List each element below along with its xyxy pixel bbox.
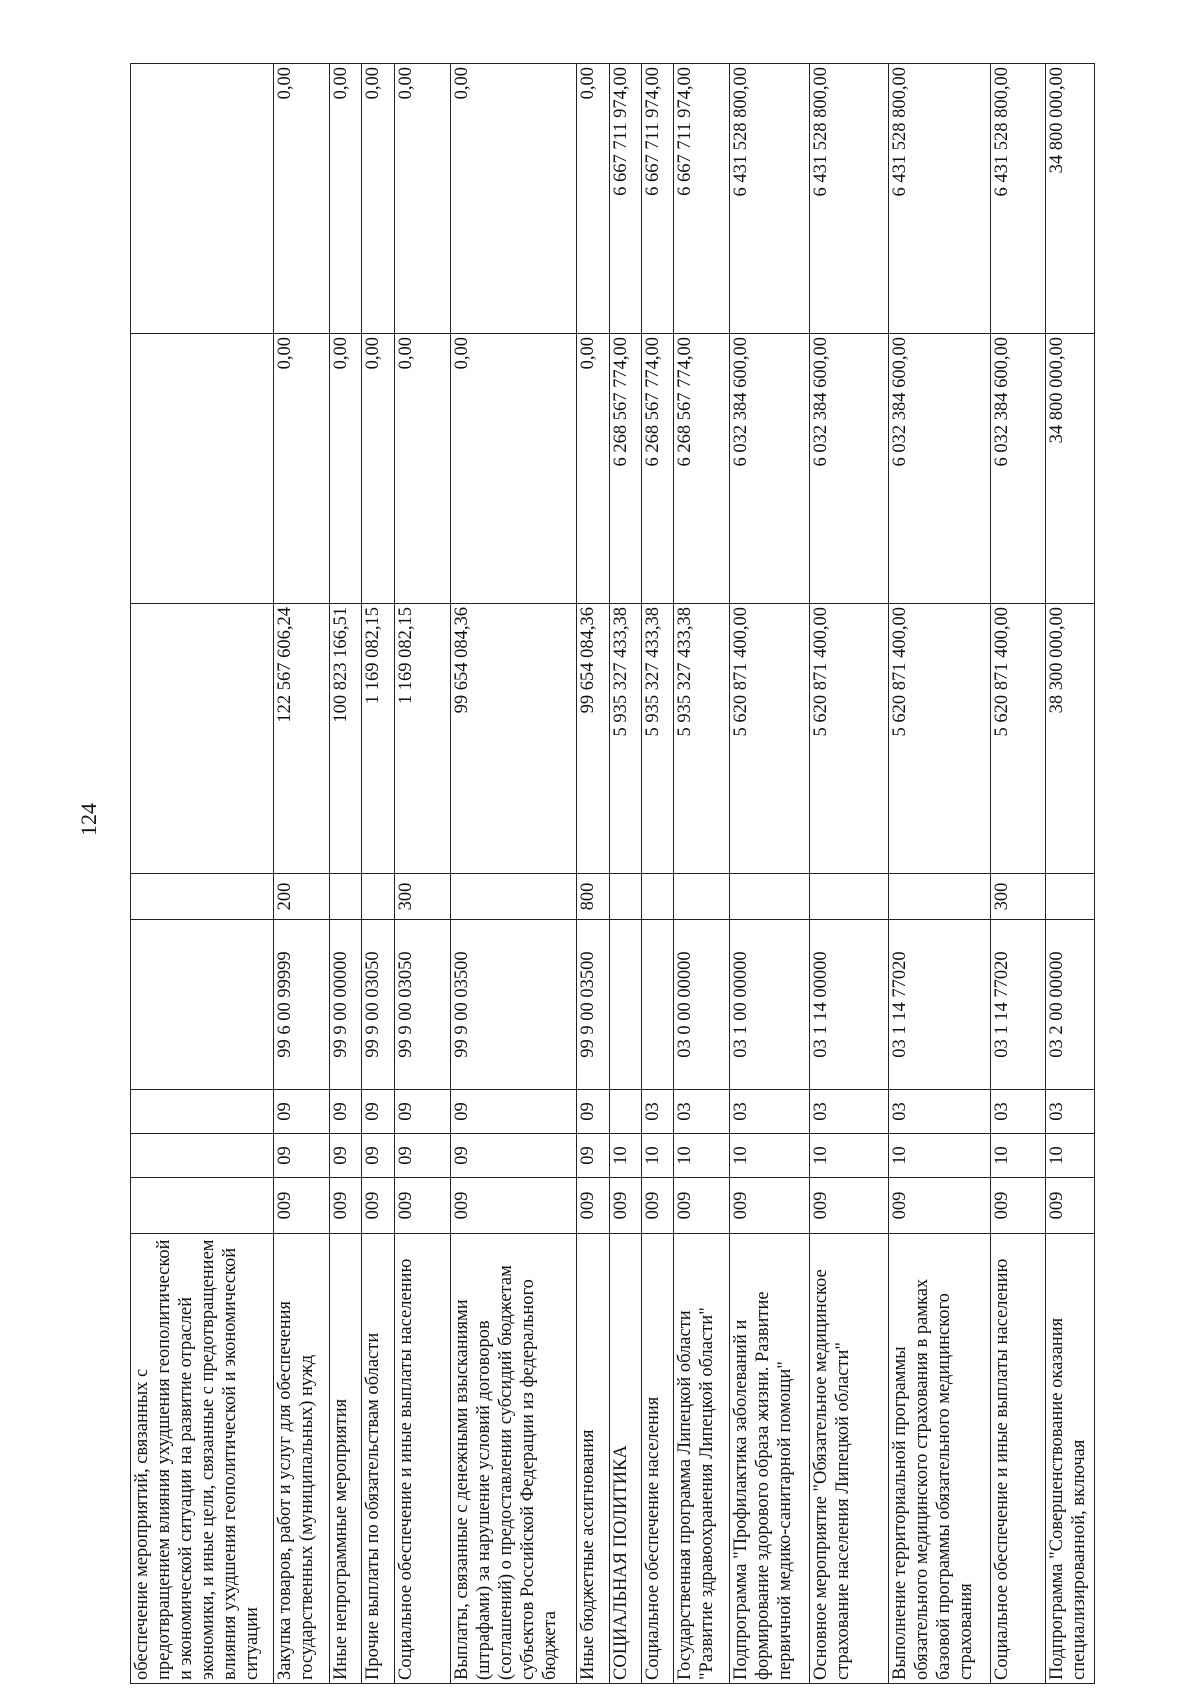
row-target-article-code: 99 9 00 03050	[362, 920, 394, 1090]
row-amount-year-1: 99 654 084,36	[577, 604, 609, 874]
row-amount-year-2: 0,00	[394, 334, 450, 604]
table-row	[1046, 64, 1095, 1684]
row-expense-type-code	[889, 874, 990, 920]
row-amount-year-2: 0,00	[450, 334, 577, 604]
table-row	[889, 64, 990, 1684]
row-subsection-code: 03	[809, 1090, 889, 1134]
row-amount-year-3: 6 431 528 800,00	[990, 64, 1046, 334]
row-admin-code: 009	[809, 1178, 889, 1234]
row-target-article-code: 99 6 00 99999	[274, 920, 330, 1090]
row-amount-year-3: 6 667 711 974,00	[609, 64, 641, 334]
row-target-article-code: 99 9 00 03050	[394, 920, 450, 1090]
row-amount-year-1: 5 620 871 400,00	[730, 604, 810, 874]
row-amount-year-2: 0,00	[274, 334, 330, 604]
row-admin-code: 009	[394, 1178, 450, 1234]
row-admin-code: 009	[274, 1178, 330, 1234]
row-target-article-code: 03 1 14 77020	[990, 920, 1046, 1090]
row-expense-type-code: 300	[990, 874, 1046, 920]
row-amount-year-1: 1 169 082,15	[394, 604, 450, 874]
row-expense-type-code	[1046, 874, 1095, 920]
row-name: Выплаты, связанные с денежными взысканиями (штрафами) за нарушение условий договоров (соглашений) о предоставлении субсидий бюджетам субъектов Российской Федерации из федерального бюджета	[450, 1234, 577, 1684]
row-section-code: 09	[577, 1134, 609, 1178]
row-section-code: 10	[674, 1134, 730, 1178]
row-admin-code: 009	[641, 1178, 673, 1234]
row-admin-code	[131, 1178, 274, 1234]
row-admin-code: 009	[1046, 1178, 1095, 1234]
row-subsection-code: 09	[450, 1090, 577, 1134]
row-amount-year-3: 34 800 000,00	[1046, 64, 1095, 334]
row-amount-year-1: 5 620 871 400,00	[889, 604, 990, 874]
row-target-article-code: 99 9 00 03500	[577, 920, 609, 1090]
row-name: Социальное обеспечение населения	[641, 1234, 673, 1684]
row-section-code: 10	[609, 1134, 641, 1178]
row-amount-year-2	[131, 334, 274, 604]
row-expense-type-code: 800	[577, 874, 609, 920]
row-amount-year-2: 6 032 384 600,00	[889, 334, 990, 604]
table-row	[394, 64, 450, 1684]
row-name: Социальное обеспечение и иные выплаты населению	[394, 1234, 450, 1684]
row-section-code: 10	[809, 1134, 889, 1178]
row-amount-year-3: 0,00	[362, 64, 394, 334]
row-amount-year-2: 6 268 567 774,00	[641, 334, 673, 604]
table-row	[609, 64, 641, 1684]
row-name: Выполнение территориальной программы обязательного медицинского страхования в рамках базовой программы обязательного медицинского страхования	[889, 1234, 990, 1684]
row-amount-year-3: 6 431 528 800,00	[730, 64, 810, 334]
row-name: Закупка товаров, работ и услуг для обеспечения государственных (муниципальных) нужд	[274, 1234, 330, 1684]
row-target-article-code	[131, 920, 274, 1090]
row-name: Социальное обеспечение и иные выплаты населению	[990, 1234, 1046, 1684]
row-target-article-code: 03 0 00 00000	[674, 920, 730, 1090]
row-target-article-code: 99 9 00 00000	[330, 920, 362, 1090]
row-subsection-code: 09	[577, 1090, 609, 1134]
row-amount-year-2: 0,00	[577, 334, 609, 604]
row-amount-year-3: 0,00	[330, 64, 362, 334]
row-expense-type-code	[330, 874, 362, 920]
row-expense-type-code	[809, 874, 889, 920]
budget-table	[130, 63, 1095, 1684]
row-admin-code: 009	[674, 1178, 730, 1234]
row-expense-type-code	[674, 874, 730, 920]
table-row	[274, 64, 330, 1684]
row-name: обеспечение мероприятий, связанных с предотвращением влияния ухудшения геополитической и экономической ситуации на развитие отраслей экономики, и иные цели, связанные с предотвращением влияния ухудшения геополитической и экономической ситуации	[131, 1234, 274, 1684]
row-subsection-code: 09	[330, 1090, 362, 1134]
row-admin-code: 009	[730, 1178, 810, 1234]
row-admin-code: 009	[889, 1178, 990, 1234]
row-section-code: 09	[450, 1134, 577, 1178]
table-row	[131, 64, 274, 1684]
row-subsection-code: 03	[990, 1090, 1046, 1134]
row-target-article-code: 03 1 00 00000	[730, 920, 810, 1090]
row-subsection-code: 03	[730, 1090, 810, 1134]
table-row	[450, 64, 577, 1684]
row-amount-year-1: 38 300 000,00	[1046, 604, 1095, 874]
table-body	[131, 64, 1095, 1684]
row-name: Иные бюджетные ассигнования	[577, 1234, 609, 1684]
row-amount-year-3: 0,00	[577, 64, 609, 334]
table-row	[577, 64, 609, 1684]
row-subsection-code: 03	[641, 1090, 673, 1134]
row-subsection-code: 09	[394, 1090, 450, 1134]
row-target-article-code: 03 1 14 77020	[889, 920, 990, 1090]
row-expense-type-code	[730, 874, 810, 920]
row-admin-code: 009	[609, 1178, 641, 1234]
row-expense-type-code: 300	[394, 874, 450, 920]
row-subsection-code	[131, 1090, 274, 1134]
table-row	[990, 64, 1046, 1684]
row-amount-year-3: 0,00	[450, 64, 577, 334]
table-row	[362, 64, 394, 1684]
table-row	[809, 64, 889, 1684]
row-admin-code: 009	[990, 1178, 1046, 1234]
row-name: Подпрограмма "Профилактика заболеваний и формирование здорового образа жизни. Развитие первичной медико-санитарной помощи"	[730, 1234, 810, 1684]
row-amount-year-1	[131, 604, 274, 874]
row-section-code: 10	[730, 1134, 810, 1178]
table-row	[730, 64, 810, 1684]
table-row	[674, 64, 730, 1684]
row-expense-type-code	[641, 874, 673, 920]
row-amount-year-3: 0,00	[394, 64, 450, 334]
row-amount-year-1: 99 654 084,36	[450, 604, 577, 874]
row-admin-code: 009	[577, 1178, 609, 1234]
row-name: Прочие выплаты по обязательствам области	[362, 1234, 394, 1684]
row-subsection-code	[609, 1090, 641, 1134]
row-name: Подпрограмма "Совершенствование оказания специализированной, включая	[1046, 1234, 1095, 1684]
row-expense-type-code	[131, 874, 274, 920]
row-amount-year-3: 6 431 528 800,00	[889, 64, 990, 334]
row-section-code	[131, 1134, 274, 1178]
table-row	[330, 64, 362, 1684]
row-target-article-code: 03 1 14 00000	[809, 920, 889, 1090]
row-name: СОЦИАЛЬНАЯ ПОЛИТИКА	[609, 1234, 641, 1684]
row-target-article-code: 03 2 00 00000	[1046, 920, 1095, 1090]
row-name: Государственная программа Липецкой области "Развитие здравоохранения Липецкой области"	[674, 1234, 730, 1684]
row-amount-year-3: 0,00	[274, 64, 330, 334]
row-subsection-code: 03	[1046, 1090, 1095, 1134]
row-amount-year-2: 0,00	[330, 334, 362, 604]
row-amount-year-1: 5 935 327 433,38	[609, 604, 641, 874]
row-admin-code: 009	[362, 1178, 394, 1234]
row-name: Основное мероприятие "Обязательное медицинское страхование населения Липецкой области"	[809, 1234, 889, 1684]
row-section-code: 10	[990, 1134, 1046, 1178]
row-section-code: 10	[889, 1134, 990, 1178]
row-amount-year-1: 5 620 871 400,00	[990, 604, 1046, 874]
row-target-article-code	[641, 920, 673, 1090]
row-target-article-code: 99 9 00 03500	[450, 920, 577, 1090]
row-name: Иные непрограммные мероприятия	[330, 1234, 362, 1684]
row-amount-year-2: 34 800 000,00	[1046, 334, 1095, 604]
row-section-code: 09	[362, 1134, 394, 1178]
row-section-code: 10	[641, 1134, 673, 1178]
row-amount-year-2: 0,00	[362, 334, 394, 604]
row-section-code: 09	[274, 1134, 330, 1178]
row-subsection-code: 03	[674, 1090, 730, 1134]
row-amount-year-3: 6 667 711 974,00	[674, 64, 730, 334]
row-expense-type-code	[362, 874, 394, 920]
row-subsection-code: 09	[362, 1090, 394, 1134]
row-subsection-code: 09	[274, 1090, 330, 1134]
row-amount-year-2: 6 032 384 600,00	[809, 334, 889, 604]
row-expense-type-code	[450, 874, 577, 920]
row-admin-code: 009	[330, 1178, 362, 1234]
row-section-code: 09	[330, 1134, 362, 1178]
table-row	[641, 64, 673, 1684]
row-section-code: 09	[394, 1134, 450, 1178]
row-amount-year-1: 5 620 871 400,00	[809, 604, 889, 874]
budget-table-container	[130, 64, 1095, 1684]
row-target-article-code	[609, 920, 641, 1090]
row-subsection-code: 03	[889, 1090, 990, 1134]
row-section-code: 10	[1046, 1134, 1095, 1178]
row-amount-year-1: 1 169 082,15	[362, 604, 394, 874]
row-amount-year-2: 6 032 384 600,00	[730, 334, 810, 604]
row-amount-year-3: 6 667 711 974,00	[641, 64, 673, 334]
page-number: 124	[76, 803, 101, 836]
row-amount-year-3: 6 431 528 800,00	[809, 64, 889, 334]
row-amount-year-2: 6 268 567 774,00	[609, 334, 641, 604]
row-amount-year-1: 122 567 606,24	[274, 604, 330, 874]
row-amount-year-2: 6 032 384 600,00	[990, 334, 1046, 604]
row-amount-year-1: 100 823 166,51	[330, 604, 362, 874]
row-amount-year-2: 6 268 567 774,00	[674, 334, 730, 604]
row-expense-type-code	[609, 874, 641, 920]
row-expense-type-code: 200	[274, 874, 330, 920]
row-amount-year-1: 5 935 327 433,38	[674, 604, 730, 874]
row-amount-year-3	[131, 64, 274, 334]
row-amount-year-1: 5 935 327 433,38	[641, 604, 673, 874]
row-admin-code: 009	[450, 1178, 577, 1234]
